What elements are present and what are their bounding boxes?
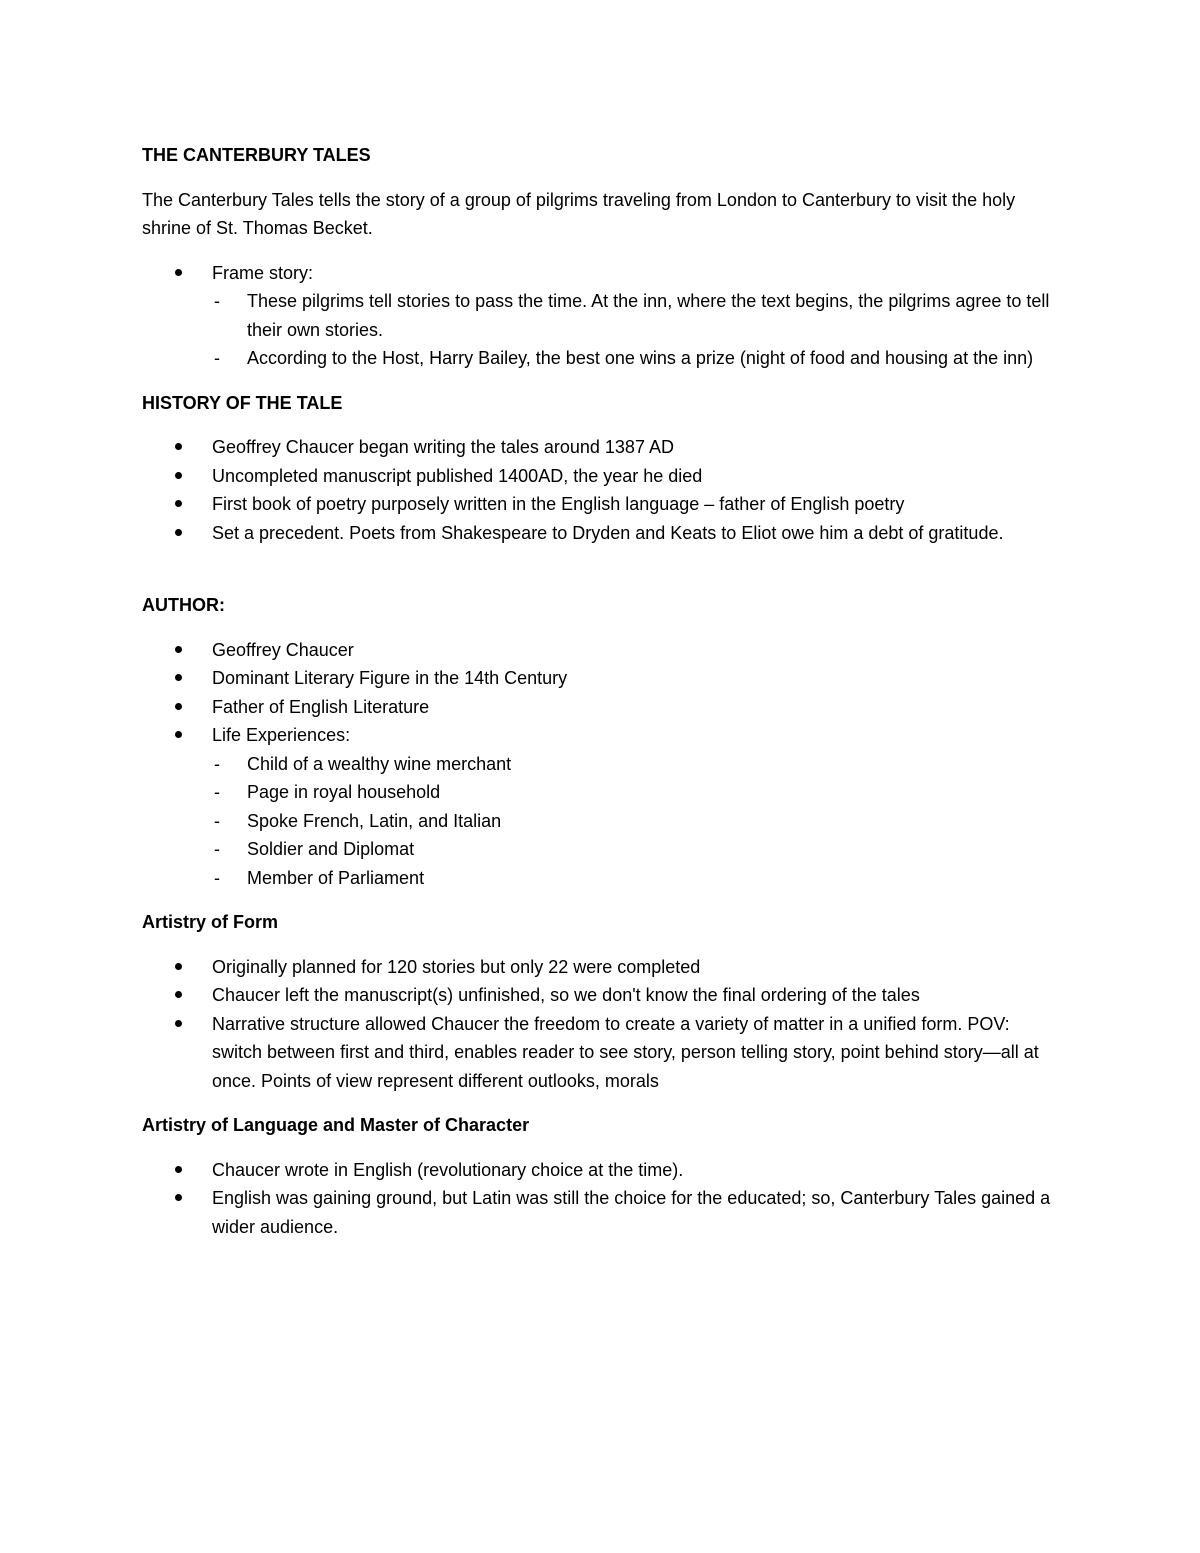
form-heading: Artistry of Form <box>142 912 279 932</box>
sub-list-item: - According to the Host, Harry Bailey, the best one wins a prize (night of food and housing at the inn) <box>142 344 1062 373</box>
list-item: First book of poetry purposely written in the English language – father of English poetry <box>142 490 1062 519</box>
list-item: Originally planned for 120 stories but only 22 were completed <box>142 953 1062 982</box>
author-list <box>142 636 1062 750</box>
frame-story-sublist <box>142 287 1062 373</box>
sub-list-item: - Soldier and Diplomat <box>142 835 1062 864</box>
sub-list-item: - Spoke French, Latin, and Italian <box>142 807 1062 836</box>
bullet-icon <box>175 1166 182 1173</box>
author-heading: AUTHOR: <box>142 595 225 615</box>
bullet-icon <box>175 731 182 738</box>
dash-icon: - <box>214 839 220 859</box>
sub-list-item: - These pilgrims tell stories to pass the time. At the inn, where the text begins, the pilgrims agree to tell their own stories. <box>142 287 1062 344</box>
bullet-icon <box>175 991 182 998</box>
list-item: Set a precedent. Poets from Shakespeare to Dryden and Keats to Eliot owe him a debt of gratitude. <box>142 519 1062 548</box>
list-item: Geoffrey Chaucer began writing the tales around 1387 AD <box>142 433 1062 462</box>
list-item: Frame story: <box>142 259 1062 288</box>
document-title: THE CANTERBURY TALES <box>142 145 371 165</box>
sub-list-item: - Page in royal household <box>142 778 1062 807</box>
intro-paragraph: The Canterbury Tales tells the story of a group of pilgrims traveling from London to Canterbury to visit the holy shrine of St. Thomas Becket. <box>142 189 1016 238</box>
frame-story-list <box>142 259 1062 288</box>
history-heading: HISTORY OF THE TALE <box>142 392 343 413</box>
history-list <box>142 433 1062 547</box>
list-item: Chaucer left the manuscript(s) unfinished, so we don't know the final ordering of the tales <box>142 981 1062 1010</box>
list-item: English was gaining ground, but Latin was still the choice for the educated; so, Canterbury Tales gained a wider audience. <box>142 1184 1062 1241</box>
language-heading: Artistry of Language and Master of Character <box>142 1115 530 1135</box>
dash-icon: - <box>214 782 220 802</box>
list-item: Uncompleted manuscript published 1400AD, the year he died <box>142 462 1062 491</box>
bullet-icon <box>175 646 182 653</box>
dash-icon: - <box>214 753 220 774</box>
dash-icon: - <box>214 867 220 888</box>
form-list <box>142 953 1062 1096</box>
bullet-icon <box>175 703 182 710</box>
life-experiences-list <box>142 750 1062 893</box>
list-item: Narrative structure allowed Chaucer the freedom to create a variety of matter in a unified form. POV: switch between first and third, enables reader to see story, person telling story, point behind story—all at once. Points of view represent different outlooks, morals <box>142 1010 1062 1096</box>
bullet-icon <box>175 1194 182 1201</box>
list-item: Geoffrey Chaucer <box>142 636 1062 665</box>
list-item: Life Experiences: <box>142 721 1062 750</box>
dash-icon: - <box>214 291 220 311</box>
language-list <box>142 1156 1062 1242</box>
sub-list-item: - Child of a wealthy wine merchant <box>142 750 1062 779</box>
dash-icon: - <box>214 348 220 368</box>
bullet-icon <box>175 500 182 507</box>
bullet-icon <box>175 963 182 970</box>
bullet-icon <box>175 472 182 479</box>
bullet-icon <box>175 529 182 536</box>
list-item: Father of English Literature <box>142 693 1062 722</box>
list-item: Chaucer wrote in English (revolutionary choice at the time). <box>142 1156 1062 1185</box>
dash-icon: - <box>214 810 220 831</box>
bullet-icon <box>175 1020 182 1027</box>
bullet-icon <box>175 674 182 681</box>
sub-list-item: - Member of Parliament <box>142 864 1062 893</box>
bullet-icon <box>175 443 182 450</box>
list-item: Dominant Literary Figure in the 14th Century <box>142 664 1062 693</box>
bullet-icon <box>175 269 182 276</box>
document-page <box>142 141 1062 1241</box>
